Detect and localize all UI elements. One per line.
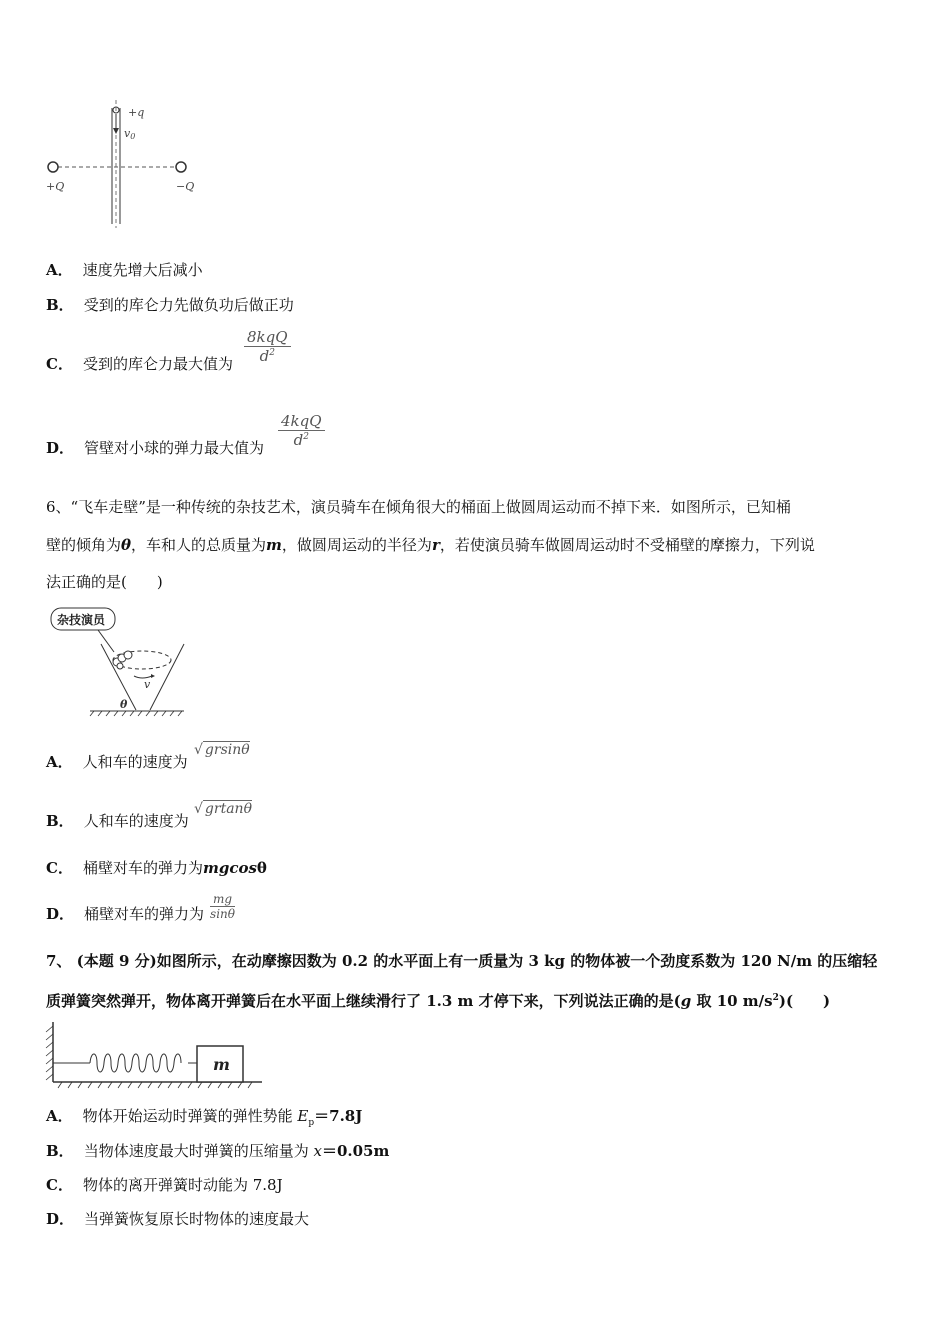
- q6-option-c[interactable]: C． 桶壁对车的弹力为mgcosθ: [46, 859, 267, 877]
- q6-option-a-sqrt: √ grsinθ: [194, 742, 250, 758]
- q5-option-a[interactable]: A． 速度先增大后减小: [46, 261, 203, 279]
- q7-option-c[interactable]: C． 物体的离开弹簧时动能为 7.8J: [46, 1176, 283, 1194]
- q5-option-b[interactable]: B． 受到的库仑力先做负功后做正功: [46, 296, 294, 314]
- q7-option-a[interactable]: A． 物体开始运动时弹簧的弹性势能 $E_p=7.8J$: [46, 1107, 363, 1128]
- cone-theta-label: θ: [120, 698, 128, 711]
- q6-option-a[interactable]: A． 人和车的速度为: [46, 753, 188, 771]
- mass-label: m: [213, 1055, 230, 1074]
- q6-stem-line1: 6、“飞车走壁”是一种传统的杂技艺术，演员骑车在倾角很大的桶面上做圆周运动而不掉下来．如图所示，已知桶: [46, 498, 791, 516]
- v-sub: 0: [130, 132, 136, 141]
- q5-option-d-fraction: 4kqQ $d^2$: [278, 412, 325, 449]
- figure-cone-rider: [46, 604, 196, 720]
- svg-text:v0: [124, 127, 135, 141]
- q6-option-d[interactable]: D． 桶壁对车的弹力为: [46, 905, 205, 923]
- q5-option-c-fraction: 8kqQ $d^2$: [244, 328, 291, 365]
- v-label: v: [124, 127, 131, 140]
- q6-option-b[interactable]: B． 人和车的速度为: [46, 812, 189, 830]
- q6-option-d-fraction: $\frac{mg}{\sin\theta}$: [210, 892, 235, 921]
- figure-spring-block: [40, 1018, 270, 1090]
- negative-charge: [176, 162, 186, 172]
- q-label: +q: [128, 106, 145, 119]
- q7-stem-line2: 质弹簧突然弹开，物体离开弹簧后在水平面上继续滑行了 1.3 m 才停下来，下列说法正确的是(g 取 10 $m/s^2$)( ): [46, 992, 831, 1010]
- q7-stem-line1: 7、 (本题 9 分)如图所示，在动摩擦因数为 0.2 的水平面上有一质量为 3 kg 的物体被一个劲度系数为 120 N/m 的压缩轻: [46, 952, 878, 970]
- q7-option-d[interactable]: D． 当弹簧恢复原长时物体的速度最大: [46, 1210, 310, 1228]
- minus-Q-label: −Q: [176, 180, 195, 193]
- q6-stem-line3: 法正确的是( ): [46, 573, 163, 591]
- performer-bubble: 杂技演员: [57, 613, 106, 627]
- q5-option-d[interactable]: D． 管壁对小球的弹力最大值为: [46, 439, 265, 457]
- cone-v-label: v: [144, 678, 151, 691]
- q6-option-b-sqrt: √ grtanθ: [194, 801, 252, 817]
- q7-option-b[interactable]: B． 当物体速度最大时弹簧的压缩量为 x＝0.05m: [46, 1142, 390, 1160]
- q5-option-c[interactable]: C． 受到的库仑力最大值为: [46, 355, 233, 373]
- q6-stem-line2: 壁的倾角为θ，车和人的总质量为m，做圆周运动的半径为r，若使演员骑车做圆周运动时不受桶壁的摩擦力，下列说: [46, 536, 815, 554]
- positive-charge: [48, 162, 58, 172]
- figure-charges-tube: [40, 100, 210, 230]
- plus-Q-label: +Q: [46, 180, 65, 193]
